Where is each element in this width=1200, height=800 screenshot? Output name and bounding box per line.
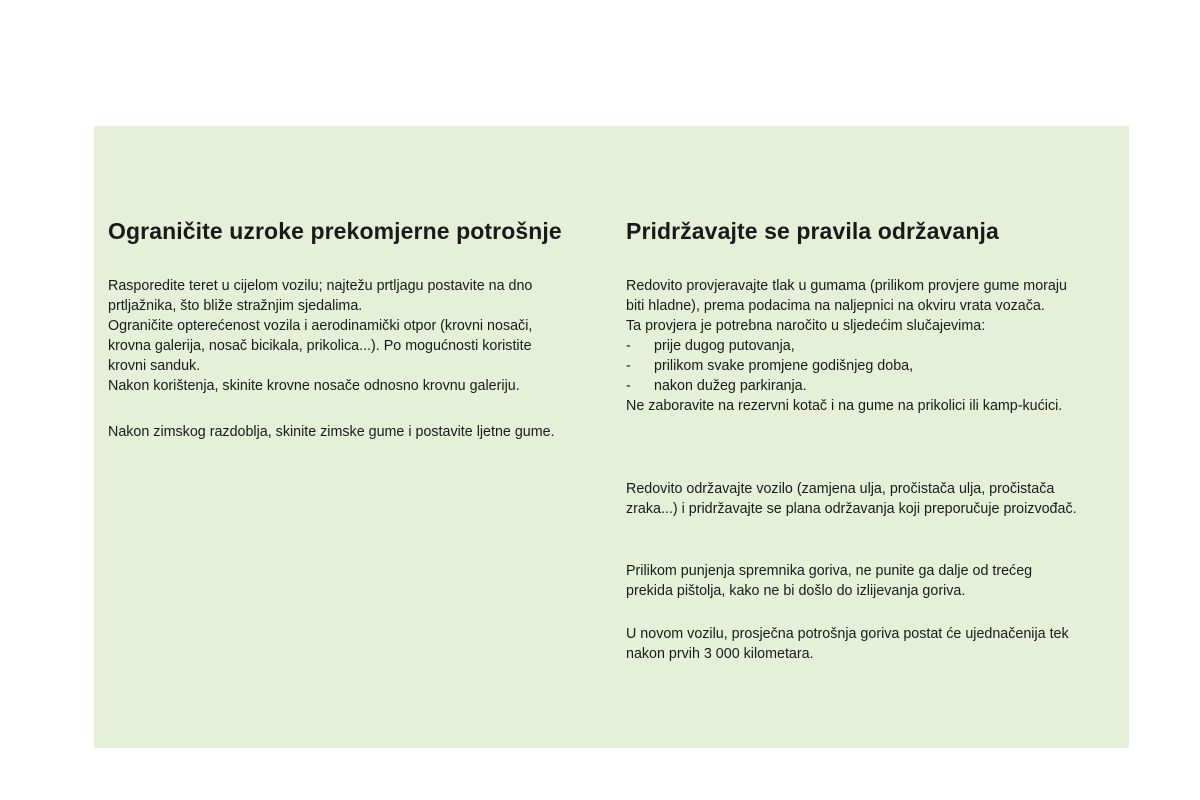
list-item-text: prilikom svake promjene godišnjeg doba, (654, 358, 914, 374)
right-heading: Pridržavajte se pravila održavanja (626, 218, 999, 244)
text-line: Ograničite opterećenost vozila i aerodinamički otpor (krovni nosači, (108, 318, 533, 334)
text-line: krovna galerija, nosač bicikala, prikolica...). Po mogućnosti koristite (108, 338, 532, 354)
content-panel (94, 126, 1129, 748)
text-line: zraka...) i pridržavajte se plana održavanja koji preporučuje proizvođač. (626, 501, 1077, 517)
list-item (626, 336, 1067, 356)
bullet-marker: - (626, 378, 631, 394)
text-line: Ta provjera je potrebna naročito u sljedećim slučajevima: (626, 318, 986, 334)
text-line: nakon prvih 3 000 kilometara. (626, 646, 814, 662)
list-item-text: nakon dužeg parkiranja. (654, 378, 807, 394)
text-line: prtljažnika, što bliže stražnjim sjedalima. (108, 298, 363, 314)
text-line: Redovito provjeravajte tlak u gumama (prilikom provjere gume moraju (626, 278, 1068, 294)
list-item (626, 376, 1067, 396)
text-line: Rasporedite teret u cijelom vozilu; najtežu prtljagu postavite na dno (108, 278, 533, 294)
right-paragraph-2 (626, 479, 1077, 519)
left-paragraph-2 (108, 422, 555, 442)
text-line: prekida pištolja, kako ne bi došlo do izlijevanja goriva. (626, 583, 966, 599)
right-paragraph-1 (626, 276, 1067, 416)
bullet-marker: - (626, 338, 631, 354)
text-line: Redovito održavajte vozilo (zamjena ulja, pročistača ulja, pročistača (626, 481, 1055, 497)
text-line: biti hladne), prema podacima na naljepnici na okviru vrata vozača. (626, 298, 1045, 314)
left-paragraph-1 (108, 276, 532, 396)
text-line: Prilikom punjenja spremnika goriva, ne punite ga dalje od trećeg (626, 563, 1033, 579)
list-item (626, 356, 1067, 376)
left-heading: Ograničite uzroke prekomjerne potrošnje (108, 218, 562, 244)
text-line: U novom vozilu, prosječna potrošnja goriva postat će ujednačenija tek (626, 626, 1069, 642)
text-line: Nakon zimskog razdoblja, skinite zimske gume i postavite ljetne gume. (108, 424, 555, 440)
right-paragraph-4 (626, 624, 1069, 664)
list-item-text: prije dugog putovanja, (654, 338, 795, 354)
bullet-marker: - (626, 358, 631, 374)
text-line: Ne zaboravite na rezervni kotač i na gume na prikolici ili kamp-kućici. (626, 398, 1063, 414)
text-line: krovni sanduk. (108, 358, 201, 374)
right-paragraph-3 (626, 561, 1032, 601)
text-line: Nakon korištenja, skinite krovne nosače odnosno krovnu galeriju. (108, 378, 520, 394)
